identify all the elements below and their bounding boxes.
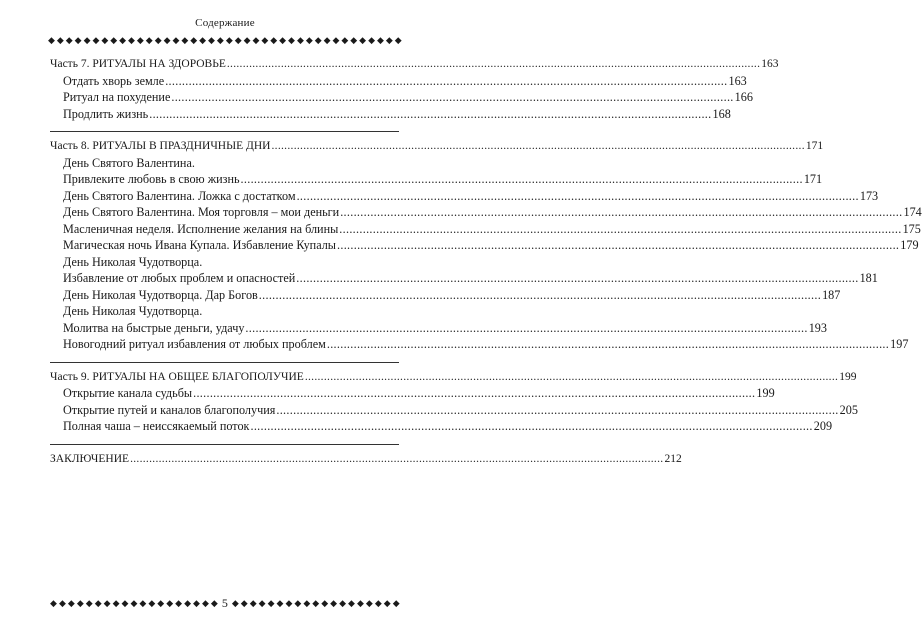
leader-dots xyxy=(227,56,760,73)
part-title: РИТУАЛЫ НА ОБЩЕЕ БЛАГОПОЛУЧИЕ xyxy=(92,370,304,383)
page-number: 171 xyxy=(803,172,823,186)
toc-entry[interactable] xyxy=(50,73,747,90)
entry-title: День Святого Валентина. Моя торговля – мои деньги xyxy=(63,205,340,219)
entry-title: Полная чаша – неиссякаемый поток xyxy=(63,419,250,433)
toc-part-9 xyxy=(50,369,858,435)
page-number: 199 xyxy=(756,386,775,400)
page-number: 199 xyxy=(839,370,857,383)
page-number: 212 xyxy=(664,452,682,465)
page-number: 205 xyxy=(839,402,858,417)
conclusion-title: ЗАКЛЮЧЕНИЕ xyxy=(50,452,130,465)
leader-dots xyxy=(241,171,803,188)
part-label: Часть 8. xyxy=(50,140,90,152)
entry-title: Продлить жизнь xyxy=(63,106,149,121)
section-divider xyxy=(50,444,399,445)
entry-title: Новогодний ритуал избавления от любых проблем xyxy=(63,337,326,351)
leader-dots xyxy=(245,320,807,337)
entry-title: Открытие канала судьбы xyxy=(63,386,193,400)
toc-entry[interactable] xyxy=(50,336,909,353)
page-number: 187 xyxy=(822,287,841,302)
leader-dots xyxy=(337,237,899,254)
toc-part-heading[interactable] xyxy=(50,56,779,73)
toc-entry[interactable] xyxy=(50,188,879,205)
leader-dots xyxy=(276,402,838,419)
toc-entry[interactable] xyxy=(50,254,878,287)
folio-page-number: 5 xyxy=(221,596,228,610)
entry-title: Отдать хворь земле xyxy=(63,73,165,88)
toc-entry[interactable] xyxy=(50,89,753,106)
toc-part-heading[interactable] xyxy=(50,369,857,386)
page-number: 179 xyxy=(900,238,919,252)
entry-title: Привлеките любовь в свою жизнь xyxy=(63,172,240,186)
toc-entry[interactable] xyxy=(50,287,841,304)
toc-entry[interactable] xyxy=(50,221,921,238)
toc-entry[interactable] xyxy=(50,106,731,123)
leader-dots xyxy=(305,369,838,386)
table-of-contents xyxy=(50,56,922,467)
toc-part-8 xyxy=(50,138,922,353)
entry-title: День Николая Чудотворца. Дар Богов xyxy=(63,287,258,302)
leader-dots xyxy=(327,336,889,353)
toc-part-7 xyxy=(50,56,779,122)
leader-dots xyxy=(193,385,755,402)
leader-dots xyxy=(171,89,733,106)
part-label: Часть 9. xyxy=(50,370,90,383)
page-number: 193 xyxy=(808,320,827,335)
entry-title: Магическая ночь Ивана Купала. Избавление Купалы xyxy=(63,238,336,252)
entry-title: Избавление от любых проблем и опасностей xyxy=(63,271,296,285)
toc-part-heading[interactable] xyxy=(50,138,824,155)
entry-title: Масленичная неделя. Исполнение желания на блины xyxy=(63,221,339,236)
bottom-ornament-border: ◆ ◆ ◆ ◆ ◆ ◆ ◆ ◆ ◆ ◆ ◆ ◆ ◆ ◆ ◆ ◆ ◆ ◆ ◆ 5 ◆ ◆ ◆ ◆ ◆ ◆ ◆ ◆ ◆ ◆ ◆ ◆ ◆ ◆ ◆ ◆ ◆ ◆ ◆ xyxy=(50,596,400,610)
leader-dots xyxy=(259,287,821,304)
entry-title: Ритуал на похудение xyxy=(63,90,171,104)
entry-title-line1: День Николая Чудотворца. xyxy=(63,304,203,318)
page-number: 197 xyxy=(890,337,909,351)
page-number: 166 xyxy=(734,90,753,104)
section-divider xyxy=(50,131,399,132)
toc-entry[interactable] xyxy=(50,385,775,402)
page-number: 181 xyxy=(859,271,878,285)
page-number: 209 xyxy=(813,419,833,433)
leader-dots xyxy=(165,73,727,90)
page-number: 173 xyxy=(859,188,879,203)
page-number: 171 xyxy=(805,140,824,152)
leader-dots xyxy=(340,204,902,221)
page-number: 174 xyxy=(903,205,922,219)
page-number: 168 xyxy=(712,106,731,121)
leader-dots xyxy=(339,221,901,238)
toc-entry[interactable] xyxy=(50,237,919,254)
part-title: РИТУАЛЫ В ПРАЗДНИЧНЫЕ ДНИ xyxy=(92,140,271,152)
toc-entry[interactable] xyxy=(50,418,833,435)
leader-dots xyxy=(250,418,812,435)
part-title: РИТУАЛЫ НА ЗДОРОВЬЕ xyxy=(92,58,226,70)
toc-conclusion[interactable] xyxy=(50,451,682,468)
part-label: Часть 7. xyxy=(50,58,90,70)
leader-dots xyxy=(149,106,711,123)
entry-title: День Святого Валентина. Ложка с достатком xyxy=(63,188,296,203)
running-header: Содержание xyxy=(195,17,255,29)
top-ornament-border: ◆ ◆ ◆ ◆ ◆ ◆ ◆ ◆ ◆ ◆ ◆ ◆ ◆ ◆ ◆ ◆ ◆ ◆ ◆ ◆ ◆ ◆ ◆ ◆ ◆ ◆ ◆ ◆ ◆ ◆ ◆ ◆ ◆ ◆ ◆ ◆ ◆ ◆ ◆ ◆ xyxy=(48,35,402,45)
entry-title-line1: День Святого Валентина. xyxy=(63,155,195,170)
leader-dots xyxy=(297,188,859,205)
toc-entry[interactable] xyxy=(50,204,922,221)
toc-entry[interactable] xyxy=(50,402,858,419)
toc-entry[interactable] xyxy=(50,155,823,188)
leader-dots xyxy=(296,270,858,287)
section-divider xyxy=(50,362,399,363)
entry-title-line1: День Николая Чудотворца. xyxy=(63,254,203,269)
toc-entry[interactable] xyxy=(50,303,827,336)
page-number: 163 xyxy=(761,58,779,70)
page-number: 163 xyxy=(728,73,747,88)
page-number: 175 xyxy=(902,221,921,236)
leader-dots xyxy=(130,451,663,468)
leader-dots xyxy=(271,138,804,155)
entry-title: Молитва на быстрые деньги, удачу xyxy=(63,320,245,335)
entry-title: Открытие путей и каналов благополучия xyxy=(63,402,276,417)
